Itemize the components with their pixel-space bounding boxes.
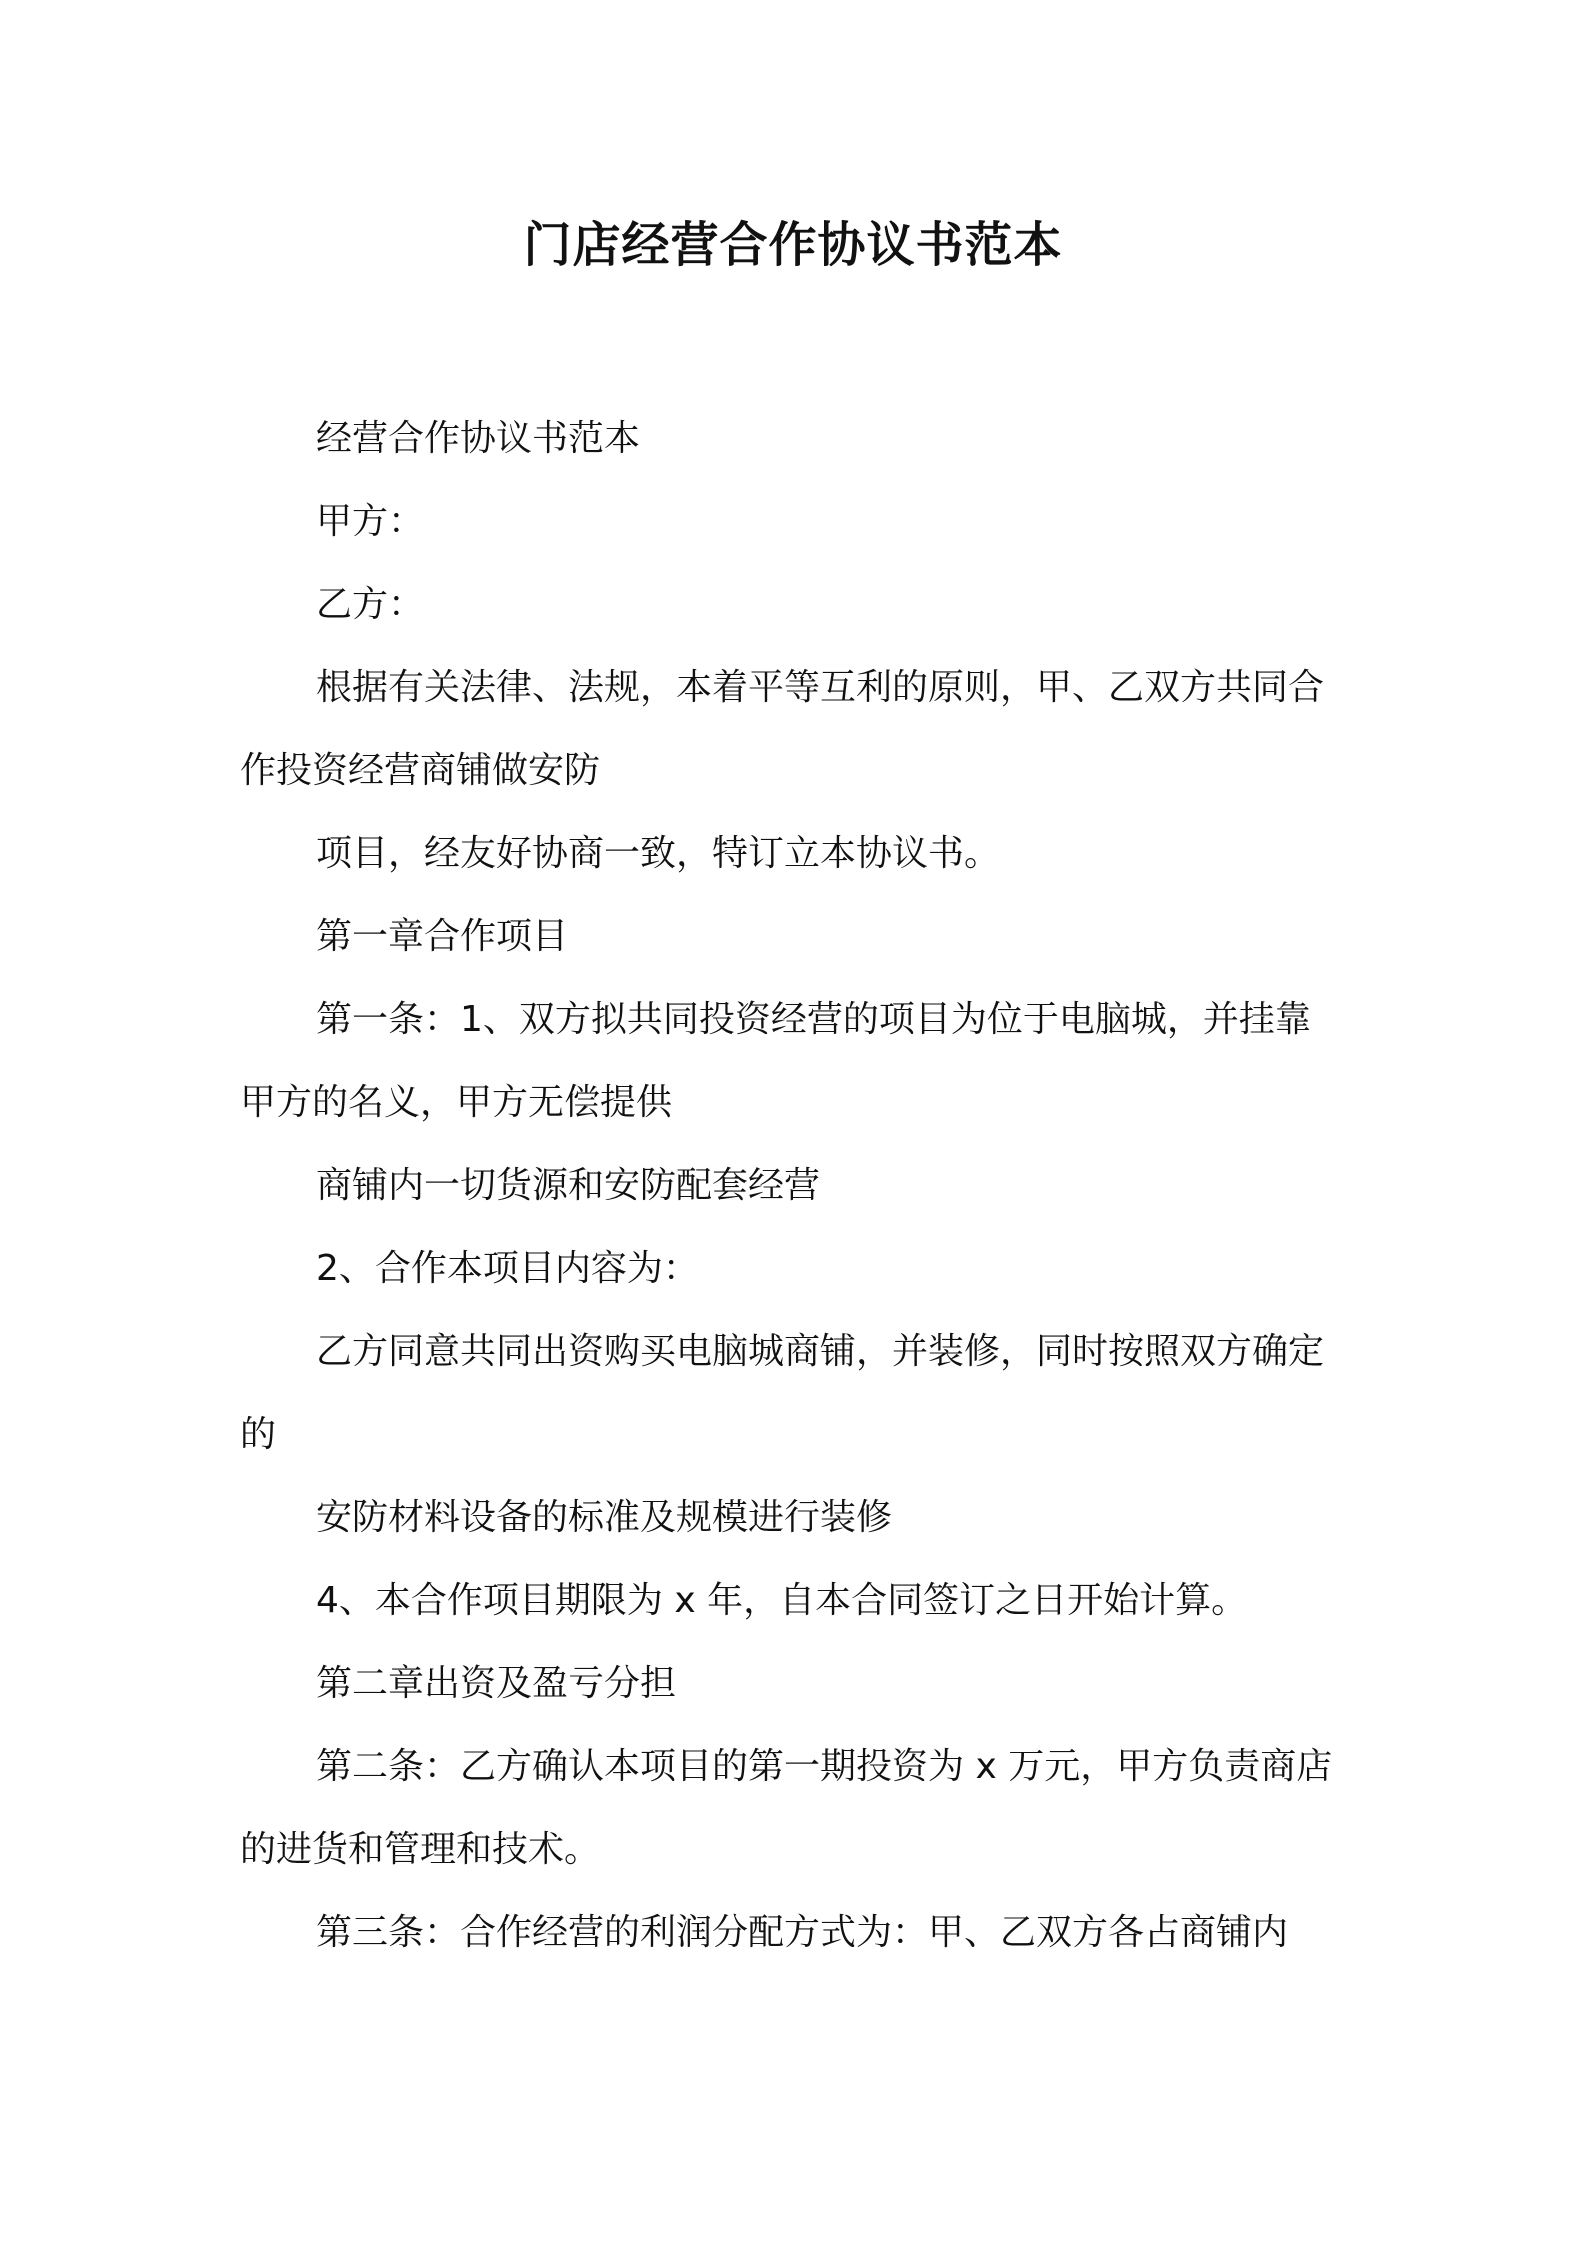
paragraph-line: 的进货和管理和技术。 — [240, 1829, 601, 1870]
paragraph-line: 的 — [240, 1414, 277, 1455]
paragraph-line: 安防材料设备的标准及规模进行装修 — [316, 1497, 893, 1538]
paragraph-line: 项目，经友好协商一致，特订立本协议书。 — [316, 833, 1001, 874]
chapter-heading: 第二章出资及盈亏分担 — [316, 1663, 677, 1704]
paragraph-line: 甲方的名义，甲方无偿提供 — [240, 1082, 673, 1123]
paragraph-line: 商铺内一切货源和安防配套经营 — [316, 1165, 821, 1206]
paragraph-line: 第一条：1、双方拟共同投资经营的项目为位于电脑城，并挂靠 — [316, 999, 1311, 1040]
subtitle-line: 经营合作协议书范本 — [316, 418, 641, 459]
paragraph-line: 2、合作本项目内容为： — [316, 1248, 699, 1289]
paragraph-line: 作投资经营商铺做安防 — [240, 750, 601, 791]
party-b-line: 乙方： — [316, 584, 425, 625]
paragraph-line: 4、本合作项目期限为 x 年，自本合同签订之日开始计算。 — [316, 1580, 1248, 1621]
document-title: 门店经营合作协议书范本 — [523, 217, 1063, 273]
party-a-line: 甲方： — [316, 501, 425, 542]
paragraph-line: 根据有关法律、法规，本着平等互利的原则，甲、乙双方共同合 — [316, 667, 1325, 708]
paragraph-line: 乙方同意共同出资购买电脑城商铺，并装修，同时按照双方确定 — [316, 1331, 1325, 1372]
paragraph-line: 第三条：合作经营的利润分配方式为：甲、乙双方各占商铺内 — [316, 1912, 1289, 1953]
paragraph-line: 第二条：乙方确认本项目的第一期投资为 x 万元，甲方负责商店 — [316, 1746, 1333, 1787]
chapter-heading: 第一章合作项目 — [316, 916, 569, 957]
